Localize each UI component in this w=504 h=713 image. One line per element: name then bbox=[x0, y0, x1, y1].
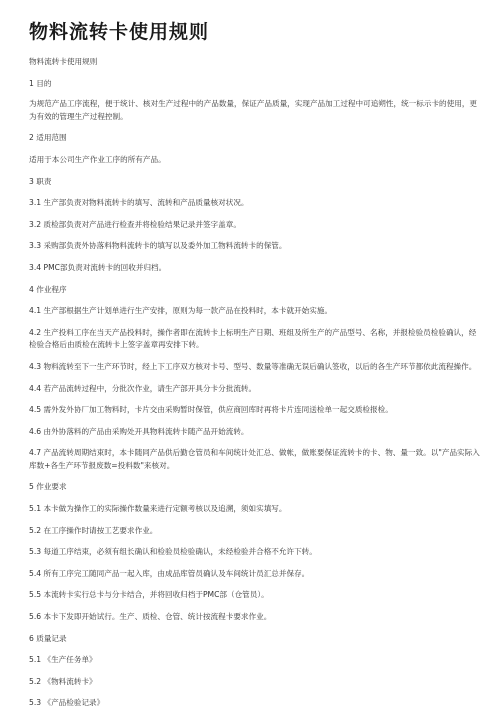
paragraph-5-1: 5.1 本卡做为操作工的实际操作数量来进行定额考核以及追溯，须如实填写。 bbox=[29, 504, 287, 514]
paragraph-4-2: 4.2 生产投料工序在当天产品投料时，操作者即在流转卡上标明生产日期、班组及所生产的产品型号、名称，并报检验员检验确认，经检验合格后由质检在流转卡上签字盖章再安排下转。 bbox=[29, 327, 477, 350]
paragraph-3-1: 3.1 生产部负责对物料流转卡的填写、流转和产品质量核对状况。 bbox=[29, 198, 249, 208]
paragraph-5-2: 5.2 在工序操作时请按工艺要求作业。 bbox=[29, 525, 158, 535]
section-heading-scope: 2 适用范围 bbox=[29, 133, 67, 143]
paragraph-scope: 适用于本公司生产作业工序的所有产品。 bbox=[29, 154, 166, 164]
document-title: 物料流转卡使用规则 bbox=[29, 21, 210, 43]
section-heading-quality-records: 6 质量记录 bbox=[29, 633, 67, 643]
paragraph-5-6: 5.6 本卡下发即开始试行。生产、质检、仓管、统计按流程卡要求作业。 bbox=[29, 612, 272, 622]
record-item: 5.3 《产品检验记录》 bbox=[29, 698, 105, 708]
paragraph-4-5: 4.5 需外发外协厂加工物料时，卡片交由采购暂时保管，供应商回库时再将卡片连同送检单一起交质检报检。 bbox=[29, 405, 393, 415]
section-heading-requirements: 5 作业要求 bbox=[29, 482, 67, 492]
paragraph-3-4: 3.4 PMC部负责对流转卡的回收并归档。 bbox=[29, 262, 167, 272]
document-page bbox=[29, 20, 481, 710]
paragraph-5-3: 5.3 每道工序结束，必须有组长确认和检验员检验确认，未经检验并合格不允许下转。 bbox=[29, 547, 317, 557]
paragraph-4-4: 4.4 若产品流转过程中，分批次作业，请生产部开具分卡分批流转。 bbox=[29, 383, 257, 393]
section-heading-procedure: 4 作业程序 bbox=[29, 284, 67, 294]
paragraph-4-3: 4.3 物料流转至下一生产环节时，经上下工序双方核对卡号、型号、数量等准确无误后确认签收，以后的各生产环节都依此流程操作。 bbox=[29, 361, 477, 371]
doc-subtitle: 物料流转卡使用规则 bbox=[29, 57, 98, 66]
paragraph-4-6: 4.6 由外协落料的产品由采购处开具物料流转卡随产品开始流转。 bbox=[29, 426, 249, 436]
paragraph-5-4: 5.4 所有工序完工随同产品一起入库，由成品库管员确认及车间统计员汇总并保存。 bbox=[29, 568, 310, 578]
paragraph-4-1: 4.1 生产部根据生产计划单进行生产安排，原则为每一款产品在投料时，本卡就开始实施。 bbox=[29, 306, 333, 316]
record-item: 5.2 《物料流转卡》 bbox=[29, 676, 97, 686]
section-heading-purpose: 1 目的 bbox=[29, 78, 52, 88]
record-item: 5.1 《生产任务单》 bbox=[29, 655, 97, 665]
paragraph-4-7: 4.7 产品流转周期结束时，本卡随同产品供后勤仓管员和车间统计处汇总、做帐，做账要保证流转卡的卡、物、量一致。以"产品实际入库数+各生产环节报废数=投料数"来核对。 bbox=[29, 448, 480, 470]
paragraph-purpose: 为规范产品工序流程，便于统计、核对生产过程中的产品数量，保证产品质量，实现产品加工过程中可追朔性，统一标示卡的使用，更为有效的管理生产过程控制。 bbox=[29, 99, 478, 121]
document-body bbox=[29, 56, 481, 710]
paragraph-3-2: 3.2 质检部负责对产品进行检查并将检验结果记录并签字盖章。 bbox=[29, 219, 241, 229]
section-heading-responsibilities: 3 职责 bbox=[29, 176, 52, 186]
paragraph-5-5: 5.5 本流转卡实行总卡与分卡结合，并将回收归档于PMC部（仓管员）。 bbox=[29, 590, 269, 600]
paragraph-3-3: 3.3 采购部负责外协落料物料流转卡的填写以及委外加工物料流转卡的保管。 bbox=[29, 241, 287, 251]
